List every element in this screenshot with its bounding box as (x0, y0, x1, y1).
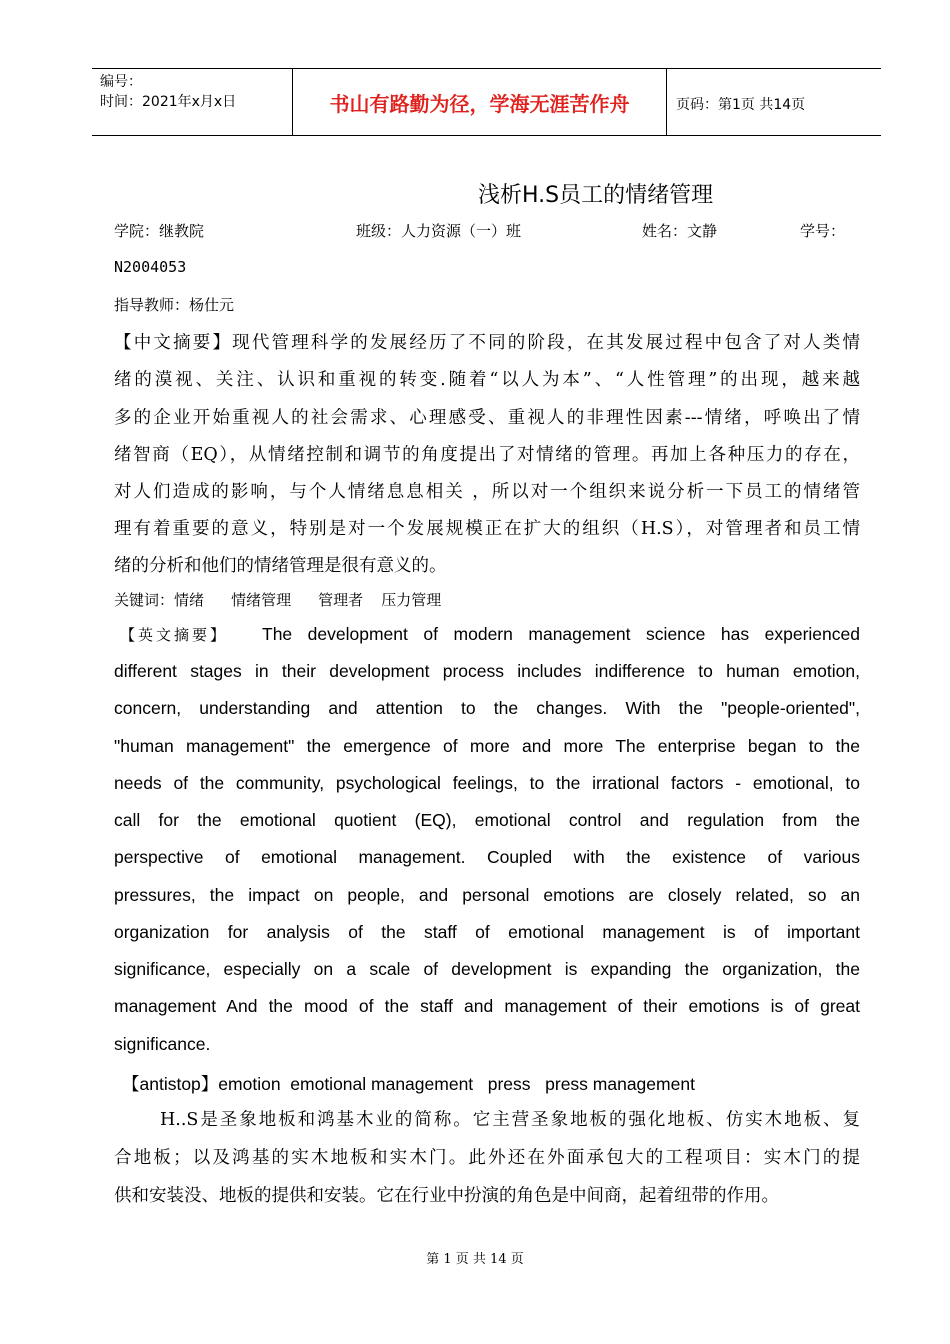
header-top-rule (92, 68, 881, 69)
cn-abstract-line: 绪智商（EQ），从情绪控制和调节的角度提出了对情绪的管理。再加上各种压力的存在， (114, 445, 860, 465)
body-line: 合地板；以及鸿基的实木地板和实木门。此外还在外面承包大的工程项目：实木门的提 (114, 1148, 860, 1168)
document-title: 浅析H.S员工的情绪管理 (478, 183, 714, 208)
en-abstract-label: 【英文摘要】 (120, 626, 229, 644)
en-abstract-line: pressures, the impact on people, and personal emotions are closely related, so an (114, 885, 860, 905)
meta-college: 学院：继教院 (114, 222, 205, 240)
meta-student-no-label: 学号： (800, 222, 846, 240)
en-abstract-line: The development of modern management science has experienced (262, 624, 860, 644)
meta-advisor: 指导教师：杨仕元 (114, 296, 235, 314)
cn-abstract-line: 【中文摘要】现代管理科学的发展经历了不同的阶段，在其发展过程中包含了对人类情 (114, 333, 860, 353)
en-abstract-line: significance. (114, 1034, 211, 1054)
header-motto: 书山有路勤为径，学海无涯苦作舟 (329, 92, 630, 116)
antistop: 【antistop】emotion emotional management press press management (122, 1074, 695, 1094)
en-abstract-line: significance, especially on a scale of development is expanding the organization, the (114, 959, 860, 979)
cn-abstract-line: 理有着重要的意义，特别是对一个发展规模正在扩大的组织（H.S），对管理者和员工情 (114, 519, 860, 539)
body-line: H..S是圣象地板和鸿基木业的简称。它主营圣象地板的强化地板、仿实木地板、复 (160, 1110, 860, 1130)
en-abstract-line: "human management" the emergence of more and more The enterprise began to the (114, 736, 860, 756)
cn-abstract-line: 绪的分析和他们的情绪管理是很有意义的。 (114, 556, 447, 576)
en-abstract-line: management And the mood of the staff and management of their emotions is of great (114, 996, 860, 1016)
header-number: 编号： (100, 74, 142, 90)
page-footer: 第 1 页 共 14 页 (426, 1252, 524, 1267)
cn-abstract-line: 绪的漠视、关注、认识和重视的转变.随着“以人为本”、“人性管理”的出现，越来越 (114, 370, 860, 390)
en-abstract-line: organization for analysis of the staff of emotional management is of important (114, 922, 860, 942)
header-time: 时间：2021年x月x日 (100, 94, 237, 110)
header-page-info: 页码：第1页 共14页 (676, 97, 806, 113)
en-abstract-line: call for the emotional quotient (EQ), emotional control and regulation from the (114, 810, 860, 830)
meta-name: 姓名：文静 (642, 222, 718, 240)
meta-student-no: N2004053 (114, 258, 187, 276)
header-bottom-rule (92, 135, 881, 136)
cn-abstract-line: 对人们造成的影响，与个人情绪息息相关 ，所以对一个组织来说分析一下员工的情绪管 (114, 482, 860, 502)
cn-abstract-line: 多的企业开始重视人的社会需求、心理感受、重视人的非理性因素---情绪，呼唤出了情 (114, 408, 860, 428)
header-divider-right (666, 69, 667, 136)
en-abstract-line: needs of the community, psychological feelings, to the irrational factors - emotional, to (114, 773, 860, 793)
en-abstract-line: concern, understanding and attention to the changes. With the "people-oriented", (114, 698, 860, 718)
meta-class: 班级：人力资源（一）班 (356, 222, 522, 240)
body-line: 供和安装没、地板的提供和安装。它在行业中扮演的角色是中间商，起着纽带的作用。 (114, 1186, 779, 1206)
en-abstract-line: perspective of emotional management. Coupled with the existence of various (114, 847, 860, 867)
keywords: 关键词：情绪 情绪管理 管理者 压力管理 (114, 591, 442, 609)
header-info (100, 72, 236, 112)
en-abstract-line: different stages in their development process includes indifference to human emotion, (114, 661, 860, 681)
